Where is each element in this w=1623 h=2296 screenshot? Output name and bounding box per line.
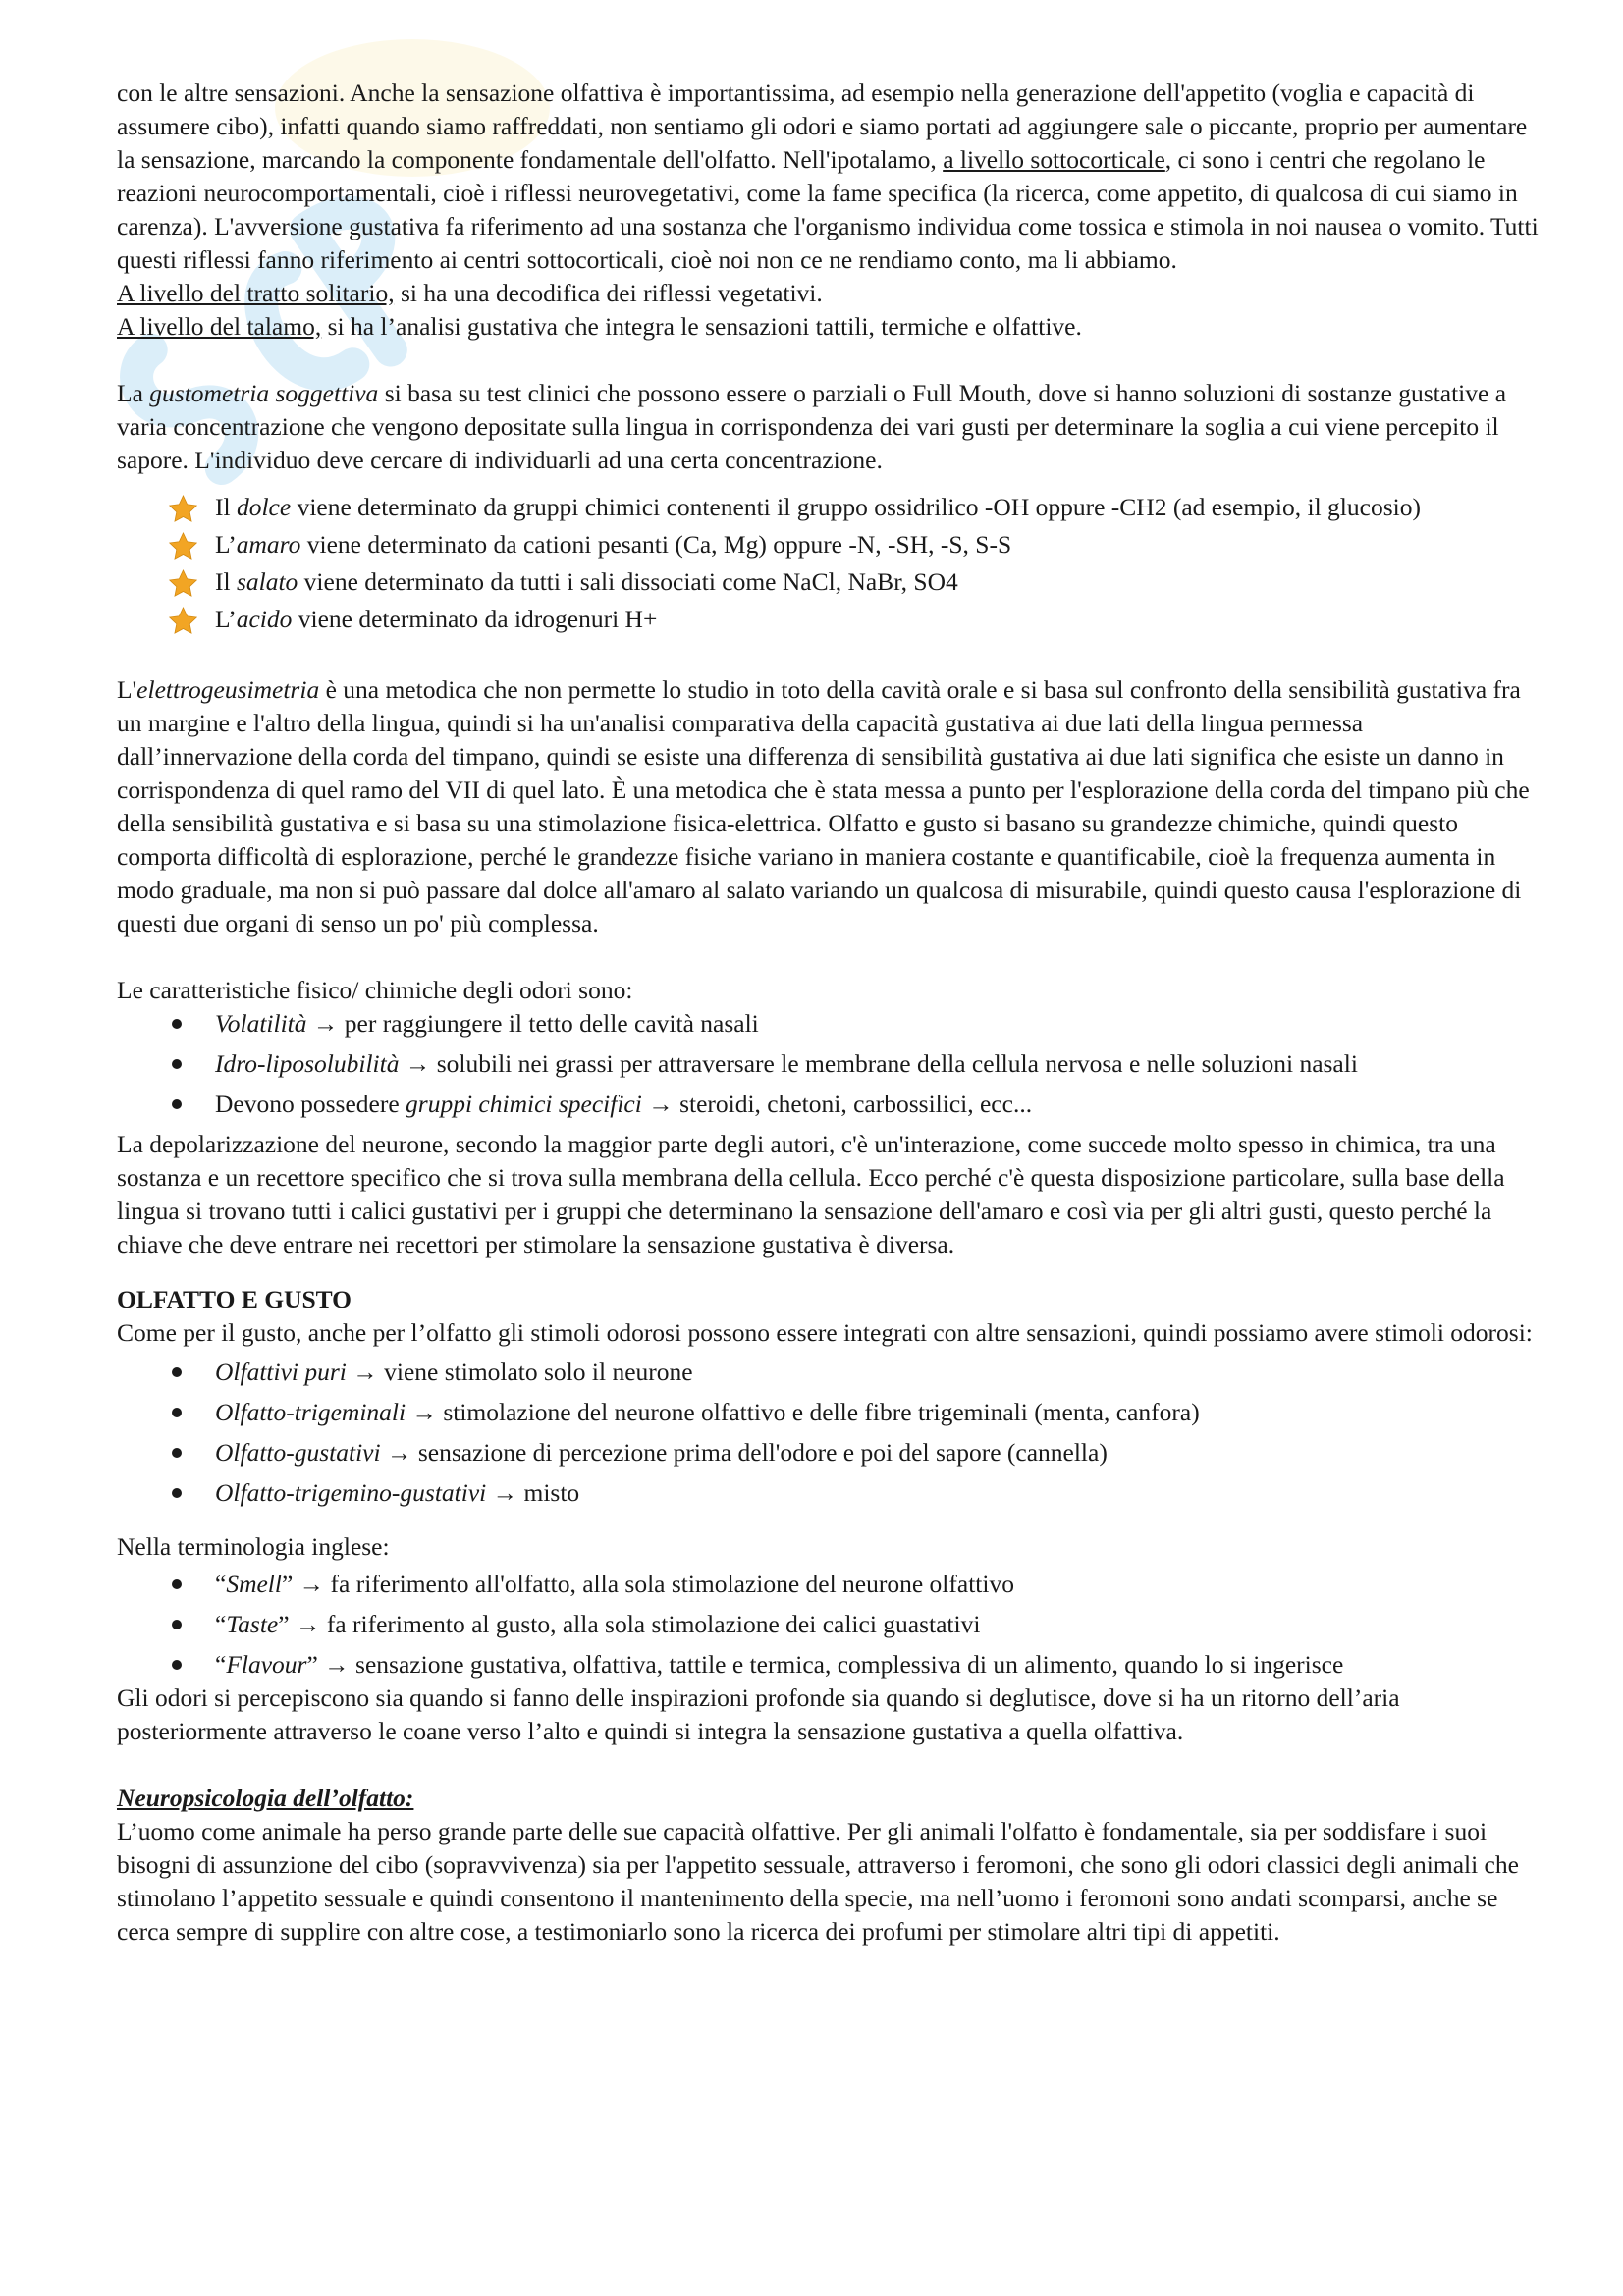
star-icon xyxy=(167,531,199,562)
intro-paragraph: con le altre sensazioni. Anche la sensazione olfattiva è importantissima, ad esempio nella generazione dell'appetito (voglia e capacità di assumere cibo), infatti quando siamo raffreddati, non sentiamo gli odori e siamo portati ad aggiungere sale o piccante, proprio per aumentare la sensazione, marcando la componente fondamentale dell'olfatto. Nell'ipotalamo, a livello sottocorticale, ci sono i centri che regolano le reazioni neurocomportamentali, cioè i riflessi neurovegetativi, come la fame specifica (la ricerca, come appetito, di qualcosa di cui siamo in carenza). L'avversione gustativa fa riferimento ad una sostanza che l'organismo individua come tossica e stimola in noi nausea o vomito. Tutti questi riflessi fanno riferimento ai centri sottocorticali, cioè noi non ce ne rendiamo conto, ma li abbiamo. A livello del tratto solitario, si ha una decodifica dei riflessi vegetativi. A livello del talamo, si ha l’analisi gustativa che integra le sensazioni tattili, termiche e olfattive. xyxy=(117,79,1539,341)
bullet-icon xyxy=(172,1059,182,1069)
bullet-icon xyxy=(172,1408,182,1417)
list-item: Devono possedere gruppi chimici specifici → steroidi, chetoni, carbossilici, ecc... xyxy=(117,1088,1541,1121)
english-terms-list xyxy=(117,1568,1541,1682)
odor-intro: Le caratteristiche fisico/ chimiche degli odori sono: xyxy=(117,976,633,1004)
elettrogeusimetria-paragraph: L'elettrogeusimetria è una metodica che non permette lo studio in toto della cavità orale e si basa sul confronto della sensibilità gustativa fra un margine e l'altro della lingua, quindi si ha un'analisi comparativa della capacità gustativa ai due lati della lingua permessa dall’innervazione della corda del timpano, quindi se esiste una differenza di sensibilità gustativa ai due lati significa che esiste un danno in corrispondenza di quel ramo del VII di quel lato. È una metodica che è stata messa a punto per l'esplorazione della corda del timpano più che della sensibilità gustativa e si basa su una stimolazione fisica-elettrica. Olfatto e gusto si basano su grandezze chimiche, quindi questo comporta difficoltà di esplorazione, perché le grandezze fisiche variano in maniera costante e quantificabile, cioè la frequenza aumenta in modo graduale, ma non si può passare dal dolce all'amaro al salato variando un qualcosa di misurabile, quindi questo causa l'esplorazione di questi due organi di senso un po' più complessa. xyxy=(117,675,1530,937)
list-item: Olfatto-trigemino-gustativi → misto xyxy=(117,1476,1541,1510)
stimuli-list xyxy=(117,1356,1541,1510)
list-item: “Taste” → fa riferimento al gusto, alla sola stimolazione dei calici guastativi xyxy=(117,1608,1541,1641)
list-item: “Smell” → fa riferimento all'olfatto, alla sola stimolazione del neurone olfattivo xyxy=(117,1568,1541,1601)
list-item: Olfattivi puri → viene stimolato solo il neurone xyxy=(117,1356,1541,1389)
underline-tratto-solitario: A livello del tratto solitario, xyxy=(117,279,395,307)
bullet-icon xyxy=(172,1099,182,1109)
bullet-icon xyxy=(172,1620,182,1629)
list-item: Volatilità → per raggiungere il tetto delle cavità nasali xyxy=(117,1007,1541,1041)
list-item: Olfatto-trigeminali → stimolazione del neurone olfattivo e delle fibre trigeminali (menta, canfora) xyxy=(117,1396,1541,1429)
bullet-icon xyxy=(172,1367,182,1377)
list-item: L’amaro viene determinato da cationi pesanti (Ca, Mg) oppure -N, -SH, -S, S-S xyxy=(117,528,1541,561)
list-item: L’acido viene determinato da idrogenuri H+ xyxy=(117,603,1541,636)
odor-properties-list xyxy=(117,1007,1541,1121)
section-heading-olfatto: OLFATTO E GUSTO xyxy=(117,1285,352,1313)
list-item: “Flavour” → sensazione gustativa, olfattiva, tattile e termica, complessiva di un alimento, quando lo si ingerisce xyxy=(117,1648,1541,1682)
bullet-icon xyxy=(172,1019,182,1029)
list-item: Il salato viene determinato da tutti i sali dissociati come NaCl, NaBr, SO4 xyxy=(117,565,1541,599)
depolarization-paragraph: La depolarizzazione del neurone, secondo la maggior parte degli autori, c'è un'interazione, come succede molto spesso in chimica, tra una sostanza e un recettore specifico che si trova sulla membrana della cellula. Ecco perché c'è questa disposizione particolare, sulla base della lingua si trovano tutti i calici gustativi per i gruppi che determinano la sensazione dell'amaro e così via per gli altri gusti, questo perché la chiave che deve entrare nei recettori per stimolare la sensazione gustativa è diversa. xyxy=(117,1130,1505,1258)
odors-paragraph: Gli odori si percepiscono sia quando si fanno delle inspirazioni profonde sia quando si deglutisce, dove si ha un ritorno dell’aria posteriormente attraverso le coane verso l’alto e quindi si integra la sensazione gustativa a quella olfattiva. xyxy=(117,1683,1400,1745)
neuro-paragraph: L’uomo come animale ha perso grande parte delle sue capacità olfattive. Per gli animali l'olfatto è fondamentale, sia per soddisfare i suoi bisogni di assunzione del cibo (sopravvivenza) sia per l'appetito sessuale, attraverso i feromoni, che sono gli odori classici degli animali che stimolano l’appetito sessuale e quindi consentono il mantenimento della specie, ma nell’uomo i feromoni sono andati scomparsi, anche se cerca sempre di supplire con altre cose, a testimoniarlo sono la ricerca dei profumi per stimolare altri tipi di appetiti. xyxy=(117,1817,1519,1946)
underline-talamo: A livello del talamo, xyxy=(117,312,322,341)
star-icon xyxy=(167,606,199,637)
list-item: Idro-liposolubilità → solubili nei grassi per attraversare le membrane della cellula nervosa e nelle soluzioni nasali xyxy=(117,1047,1541,1081)
olfatto-intro: Come per il gusto, anche per l’olfatto gli stimoli odorosi possono essere integrati con altre sensazioni, quindi possiamo avere stimoli odorosi: xyxy=(117,1318,1533,1347)
star-icon xyxy=(167,494,199,525)
link-sottocorticale: a livello sottocorticale xyxy=(943,145,1165,174)
taste-list xyxy=(117,491,1541,636)
english-intro: Nella terminologia inglese: xyxy=(117,1532,390,1561)
list-item: Olfatto-gustativi → sensazione di percezione prima dell'odore e poi del sapore (cannella) xyxy=(117,1436,1541,1469)
document-page xyxy=(117,77,1541,1949)
section-heading-neuropsicologia: Neuropsicologia dell’olfatto: xyxy=(117,1784,414,1812)
list-item: Il dolce viene determinato da gruppi chimici contenenti il gruppo ossidrilico -OH oppure -CH2 (ad esempio, il glucosio) xyxy=(117,491,1541,524)
star-icon xyxy=(167,568,199,600)
gustometria-paragraph: La gustometria soggettiva si basa su test clinici che possono essere o parziali o Full Mouth, dove si hanno soluzioni di sostanze gustative a varia concentrazione che vengono depositate sulla lingua in corrispondenza dei vari gusti per determinare la soglia a cui viene percepito il sapore. L'individuo deve cercare di individuarli ad una certa concentrazione. xyxy=(117,379,1507,474)
bullet-icon xyxy=(172,1448,182,1458)
bullet-icon xyxy=(172,1488,182,1498)
bullet-icon xyxy=(172,1579,182,1589)
bullet-icon xyxy=(172,1660,182,1670)
